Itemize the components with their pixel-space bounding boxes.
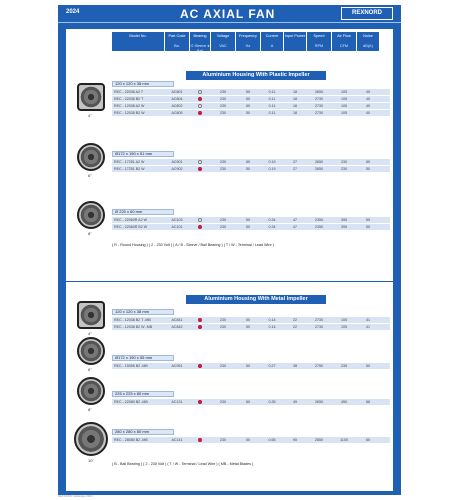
column-header-unit: VAC: [219, 44, 227, 48]
dimension-label: 225 x 225 x 80 mm: [112, 391, 174, 397]
fan-product-image: [77, 337, 105, 365]
table-cell: 2750: [315, 364, 323, 368]
header-bar: [58, 5, 401, 23]
table-cell: 0.65: [268, 438, 276, 442]
table-cell: 230: [341, 160, 347, 164]
table-cell: REC - 12038 B2 W -MB: [114, 325, 153, 329]
table-cell: 230: [220, 225, 226, 229]
table-row: [112, 217, 379, 223]
table-cell: 50: [246, 167, 250, 171]
table-cell: 395: [341, 225, 347, 229]
fan-size-label: 4": [88, 331, 92, 336]
column-header: [190, 32, 210, 51]
dimension-label: 120 x 120 x 38 mm: [112, 309, 174, 315]
catalog-year: 2024: [66, 9, 80, 15]
table-cell: REC - 22080 B2 -MB: [114, 400, 148, 404]
table-cell: 22: [293, 318, 297, 322]
sleeve-bearing-dot-icon: [198, 90, 202, 94]
table-row: [112, 324, 379, 330]
column-header-unit: dB(A): [363, 44, 373, 48]
table-cell: 230: [220, 218, 226, 222]
fan-size-label: 10": [88, 458, 94, 463]
table-cell: AC805: [171, 111, 183, 115]
column-header: [284, 32, 306, 51]
table-cell: 105: [341, 318, 347, 322]
table-cell: REC - 22060R B2 W: [114, 225, 148, 229]
ball-bearing-dot-icon: [198, 325, 202, 329]
table-cell: 230: [220, 318, 226, 322]
fan-product-image: [77, 201, 105, 229]
table-cell: 41: [366, 318, 370, 322]
legend-note: ( B - Ball Bearing ) ( 2 - 230 Volt ) ( T / W - Terminal / Lead Wire ) ( MB - Metal Blades ): [112, 462, 254, 466]
column-headers: [112, 32, 379, 51]
ball-bearing-icon: [190, 110, 210, 116]
table-cell: 230: [220, 167, 226, 171]
sleeve-bearing-icon: [190, 103, 210, 109]
table-cell: 40: [366, 97, 370, 101]
table-cell: 2650: [315, 167, 323, 171]
column-header-name: Input Power: [284, 34, 306, 38]
column-header-name: Voltage: [216, 34, 230, 38]
ball-bearing-icon: [190, 437, 210, 443]
sleeve-bearing-icon: [190, 217, 210, 223]
table-cell: 230: [220, 364, 226, 368]
table-cell: 50: [246, 325, 250, 329]
table-cell: 47: [293, 218, 297, 222]
table-cell: 0.14: [268, 325, 276, 329]
column-header-name: Current: [265, 34, 279, 38]
ball-bearing-icon: [190, 399, 210, 405]
footer-text: REXNORD Catalogue 2024: [58, 494, 93, 498]
fan-size-label: 6": [88, 173, 92, 178]
ball-bearing-icon: [190, 96, 210, 102]
dimension-label: Ø 220 x 60 mm: [112, 209, 174, 215]
ball-bearing-dot-icon: [198, 225, 202, 229]
table-cell: 40: [366, 90, 370, 94]
fan-size-label: 8": [88, 231, 92, 236]
column-header-unit: Ba.: [174, 44, 180, 48]
dimension-label: 280 x 280 x 80 mm: [112, 429, 174, 435]
section-title: Aluminium Housing With Metal Impeller: [186, 295, 326, 304]
table-cell: 2650: [315, 438, 323, 442]
table-row: [112, 89, 379, 95]
table-cell: 41: [366, 325, 370, 329]
table-cell: REC - 22038 B2 T: [114, 97, 144, 101]
column-header-unit: O Sleeve ● Ball: [190, 44, 210, 53]
table-row: [112, 399, 379, 405]
table-cell: 0.14: [268, 318, 276, 322]
table-cell: 50: [246, 364, 250, 368]
table-cell: 27: [293, 160, 297, 164]
table-cell: 40: [366, 104, 370, 108]
column-header: [236, 32, 260, 51]
table-cell: 230: [220, 325, 226, 329]
table-cell: 0.27: [268, 364, 276, 368]
table-cell: 40: [366, 111, 370, 115]
column-header: [261, 32, 283, 51]
table-cell: 2730: [315, 318, 323, 322]
table-cell: 50: [366, 160, 370, 164]
table-cell: 50: [246, 225, 250, 229]
table-cell: 2650: [315, 160, 323, 164]
table-cell: AC103: [171, 218, 183, 222]
page-title: AC AXIAL FAN: [180, 7, 276, 21]
fan-size-label: 6": [88, 367, 92, 372]
column-header-name: Frequency: [239, 34, 257, 38]
table-cell: 0.19: [268, 160, 276, 164]
table-cell: 230: [220, 160, 226, 164]
column-header-unit: Hz: [245, 44, 251, 48]
ball-bearing-dot-icon: [198, 167, 202, 171]
table-cell: 2730: [315, 97, 323, 101]
table-cell: 0.11: [268, 104, 276, 108]
table-cell: REC - 15055 B2 -MB: [114, 364, 148, 368]
table-cell: AC101: [171, 225, 183, 229]
sleeve-bearing-dot-icon: [198, 218, 202, 222]
fan-product-image: [77, 377, 105, 405]
table-cell: REC - 22038 A2 T: [114, 90, 144, 94]
column-header-name: Noise: [363, 34, 373, 38]
column-header-unit: RPM: [314, 44, 324, 48]
fan-size-label: 8": [88, 407, 92, 412]
column-header-name: Speed: [313, 34, 325, 38]
fan-product-image: [77, 83, 105, 111]
sleeve-bearing-icon: [190, 159, 210, 165]
column-header-name: Part Code: [168, 34, 186, 38]
sleeve-bearing-dot-icon: [198, 160, 202, 164]
table-cell: 450: [341, 400, 347, 404]
table-cell: 1100: [340, 438, 348, 442]
table-row: [112, 110, 379, 116]
ball-bearing-dot-icon: [198, 364, 202, 368]
sleeve-bearing-icon: [190, 89, 210, 95]
table-cell: 2730: [315, 111, 323, 115]
legend-note: ( R - Round Housing ) ( 2 - 230 Volt ) ( A / B - Sleeve / Ball Bearing ) ( T / W - Terminal / Lead Wire ): [112, 243, 274, 247]
table-cell: 0.11: [268, 111, 276, 115]
table-cell: 55: [366, 218, 370, 222]
table-cell: 105: [341, 97, 347, 101]
table-cell: 0.11: [268, 90, 276, 94]
table-row: [112, 437, 379, 443]
table-cell: AC801: [171, 90, 183, 94]
section-divider: [66, 281, 393, 282]
ball-bearing-icon: [190, 317, 210, 323]
table-cell: 50: [246, 438, 250, 442]
section-title: Aluminium Housing With Plastic Impeller: [186, 71, 326, 80]
table-cell: 235: [341, 364, 347, 368]
table-cell: REC - 28080 B2 -MB: [114, 438, 148, 442]
table-row: [112, 96, 379, 102]
table-cell: 230: [341, 167, 347, 171]
table-cell: 2350: [315, 225, 323, 229]
table-cell: 230: [220, 438, 226, 442]
table-cell: 65: [366, 438, 370, 442]
table-cell: AC141: [171, 438, 183, 442]
brand-logo: REXNORD: [341, 7, 393, 20]
column-header-name: Model No.: [129, 34, 147, 38]
table-cell: 49: [293, 400, 297, 404]
table-cell: 0.34: [268, 225, 276, 229]
fan-product-image: [74, 422, 108, 456]
table-cell: 95: [293, 438, 297, 442]
table-cell: 50: [246, 90, 250, 94]
table-cell: AC842: [171, 325, 183, 329]
table-cell: REC - 12038 B2 W: [114, 111, 145, 115]
ball-bearing-dot-icon: [198, 318, 202, 322]
column-header-unit: A: [270, 44, 274, 48]
table-row: [112, 159, 379, 165]
table-cell: 2730: [315, 104, 323, 108]
table-cell: 56: [366, 400, 370, 404]
table-cell: AC902: [171, 167, 183, 171]
table-cell: REC - 12038 A2 W: [114, 104, 145, 108]
fan-product-image: [77, 143, 105, 171]
table-cell: 18: [293, 97, 297, 101]
column-header: [112, 32, 164, 51]
table-cell: 38: [293, 364, 297, 368]
table-cell: 50: [246, 104, 250, 108]
table-cell: 2650: [315, 90, 323, 94]
table-cell: REC - 12038 B2 T -MB: [114, 318, 151, 322]
table-cell: 2730: [315, 325, 323, 329]
table-cell: 230: [220, 97, 226, 101]
fan-size-label: 4": [88, 113, 92, 118]
ball-bearing-icon: [190, 224, 210, 230]
fan-product-image: [77, 301, 105, 329]
dimension-label: 120 x 120 x 38 mm: [112, 81, 174, 87]
table-cell: 105: [341, 111, 347, 115]
table-cell: 18: [293, 111, 297, 115]
table-cell: 27: [293, 167, 297, 171]
table-cell: 0.34: [268, 218, 276, 222]
table-cell: 105: [341, 325, 347, 329]
table-cell: REC - 17251 A2 W: [114, 160, 145, 164]
table-cell: 50: [246, 218, 250, 222]
ball-bearing-icon: [190, 363, 210, 369]
table-cell: AC802: [171, 104, 183, 108]
column-header-name: Bearing: [193, 34, 207, 38]
ball-bearing-dot-icon: [198, 97, 202, 101]
content-area: [66, 29, 393, 491]
table-cell: AC131: [171, 400, 183, 404]
table-cell: 105: [341, 104, 347, 108]
ball-bearing-icon: [190, 324, 210, 330]
sleeve-bearing-dot-icon: [198, 104, 202, 108]
table-cell: 395: [341, 218, 347, 222]
table-cell: 50: [246, 111, 250, 115]
column-header: [165, 32, 189, 51]
table-cell: 230: [220, 111, 226, 115]
table-cell: 2350: [315, 218, 323, 222]
ball-bearing-dot-icon: [198, 438, 202, 442]
catalog-page: [58, 5, 401, 495]
table-cell: 2650: [315, 400, 323, 404]
table-cell: AC951: [171, 364, 183, 368]
table-cell: 50: [246, 318, 250, 322]
table-row: [112, 363, 379, 369]
table-cell: 0.11: [268, 97, 276, 101]
table-cell: 105: [341, 90, 347, 94]
table-cell: 50: [246, 97, 250, 101]
table-cell: 50: [366, 364, 370, 368]
column-header-name: Air Flow: [337, 34, 351, 38]
table-row: [112, 166, 379, 172]
table-cell: AC841: [171, 318, 183, 322]
dimension-label: Ø172 x 150 x 51 mm: [112, 151, 174, 157]
column-header-unit: CFM: [339, 44, 349, 48]
table-cell: 22: [293, 325, 297, 329]
table-cell: 230: [220, 400, 226, 404]
table-cell: REC - 17251 B2 W: [114, 167, 145, 171]
table-cell: 47: [293, 225, 297, 229]
table-cell: 18: [293, 90, 297, 94]
table-cell: 50: [246, 400, 250, 404]
table-cell: REC - 22060R A2 W: [114, 218, 147, 222]
ball-bearing-dot-icon: [198, 400, 202, 404]
ball-bearing-dot-icon: [198, 111, 202, 115]
column-header: [211, 32, 235, 51]
column-header: [307, 32, 331, 51]
ball-bearing-icon: [190, 166, 210, 172]
table-cell: 55: [366, 225, 370, 229]
table-cell: 18: [293, 104, 297, 108]
table-cell: 0.19: [268, 167, 276, 171]
column-header: [357, 32, 379, 51]
table-cell: 230: [220, 90, 226, 94]
table-row: [112, 224, 379, 230]
table-cell: 50: [246, 160, 250, 164]
dimension-label: Ø172 x 150 x 55 mm: [112, 355, 174, 361]
table-cell: 50: [366, 167, 370, 171]
table-cell: 230: [220, 104, 226, 108]
table-cell: 0.35: [268, 400, 276, 404]
table-row: [112, 103, 379, 109]
column-header: [332, 32, 356, 51]
table-row: [112, 317, 379, 323]
table-cell: AC804: [171, 97, 183, 101]
table-cell: AC901: [171, 160, 183, 164]
